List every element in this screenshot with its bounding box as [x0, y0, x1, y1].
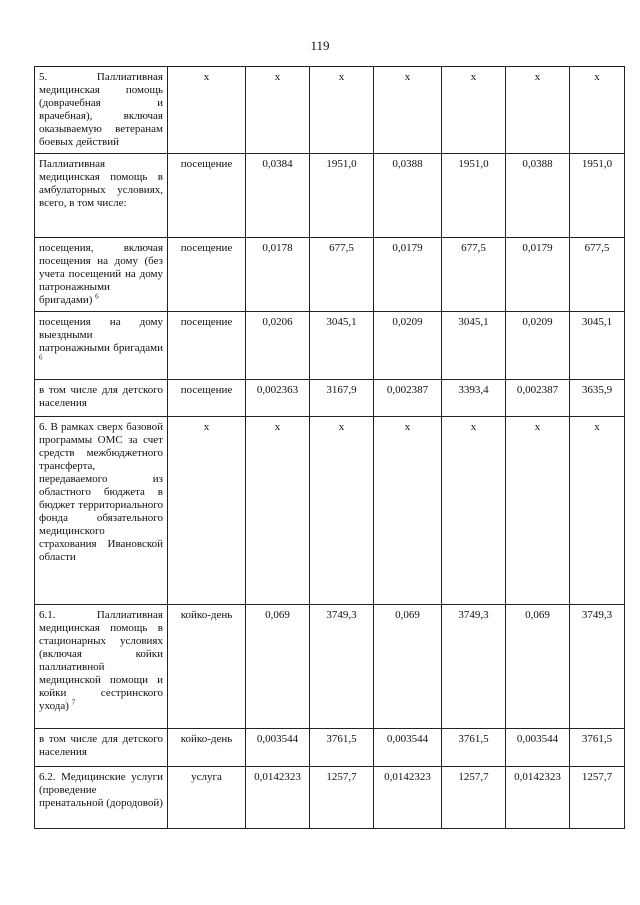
table-row [35, 417, 625, 605]
value-cell: 3749,3 [442, 605, 506, 729]
value-cell: 3749,3 [310, 605, 374, 729]
unit-cell: посещение [168, 312, 246, 380]
table-row [35, 67, 625, 154]
value-cell: 3045,1 [442, 312, 506, 380]
value-cell: 3761,5 [310, 729, 374, 767]
unit-cell: койко-день [168, 605, 246, 729]
value-cell: 0,0388 [374, 154, 442, 238]
row-label: 5. Паллиативная медицинская помощь (доврачебная и врачебная), включая оказываемую ветеранам боевых действий [35, 67, 168, 154]
value-cell: 1951,0 [310, 154, 374, 238]
value-cell: 3635,9 [570, 380, 625, 417]
value-cell: х [246, 417, 310, 605]
row-label: в том числе для детского населения [35, 729, 168, 767]
value-cell: 0,069 [246, 605, 310, 729]
value-cell: 3749,3 [570, 605, 625, 729]
value-cell: 3761,5 [570, 729, 625, 767]
value-cell: 0,0142323 [506, 767, 570, 829]
row-label: в том числе для детского населения [35, 380, 168, 417]
norms-table [34, 66, 625, 829]
value-cell: 0,0179 [506, 238, 570, 312]
value-cell: 0,0388 [506, 154, 570, 238]
table-row [35, 312, 625, 380]
value-cell: 0,003544 [374, 729, 442, 767]
value-cell: х [506, 67, 570, 154]
value-cell: 0,0179 [374, 238, 442, 312]
value-cell: х [570, 417, 625, 605]
table-row [35, 238, 625, 312]
value-cell: 677,5 [570, 238, 625, 312]
unit-cell: посещение [168, 380, 246, 417]
value-cell: 0,0142323 [246, 767, 310, 829]
value-cell: х [570, 67, 625, 154]
row-label: 6.1. Паллиативная медицинская помощь в стационарных условиях (включая койки паллиативной медицинской помощи и койки сестринского ухода) $^7$ [35, 605, 168, 729]
value-cell: х [246, 67, 310, 154]
value-cell: 0,002387 [506, 380, 570, 417]
value-cell: 0,0209 [374, 312, 442, 380]
value-cell: х [374, 67, 442, 154]
value-cell: х [310, 417, 374, 605]
row-label: посещения на дому выездными патронажными бригадами $^6$ [35, 312, 168, 380]
value-cell: 0,0178 [246, 238, 310, 312]
value-cell: 1257,7 [442, 767, 506, 829]
unit-cell: х [168, 67, 246, 154]
value-cell: 3045,1 [570, 312, 625, 380]
row-label: 6. В рамках сверх базовой программы ОМС за счет средств межбюджетного трансферта, передаваемого из областного бюджета в бюджет территориального фонда обязательного медицинского страхования Ивановской области [35, 417, 168, 605]
unit-cell: посещение [168, 154, 246, 238]
row-label: посещения, включая посещения на дому (без учета посещений на дому патронажными бригадами) $^6$ [35, 238, 168, 312]
unit-cell: х [168, 417, 246, 605]
row-label: 6.2. Медицинские услуги (проведение пренатальной (дородовой) [35, 767, 168, 829]
value-cell: 1257,7 [310, 767, 374, 829]
value-cell: 0,0206 [246, 312, 310, 380]
value-cell: х [506, 417, 570, 605]
value-cell: х [442, 67, 506, 154]
value-cell: 0,0142323 [374, 767, 442, 829]
table-row [35, 729, 625, 767]
unit-cell: услуга [168, 767, 246, 829]
footnote-ref: 7 [71, 698, 76, 707]
value-cell: 0,002363 [246, 380, 310, 417]
value-cell: 0,069 [374, 605, 442, 729]
value-cell: 3761,5 [442, 729, 506, 767]
value-cell: 0,069 [506, 605, 570, 729]
table-row [35, 605, 625, 729]
value-cell: 0,0209 [506, 312, 570, 380]
page-number: 119 [310, 38, 330, 53]
value-cell: 3045,1 [310, 312, 374, 380]
value-cell: 0,003544 [506, 729, 570, 767]
value-cell: х [310, 67, 374, 154]
value-cell: 3393,4 [442, 380, 506, 417]
value-cell: 0,003544 [246, 729, 310, 767]
unit-cell: койко-день [168, 729, 246, 767]
value-cell: 677,5 [442, 238, 506, 312]
value-cell: 0,0384 [246, 154, 310, 238]
value-cell: 1951,0 [442, 154, 506, 238]
table-row [35, 767, 625, 829]
row-label: Паллиативная медицинская помощь в амбулаторных условиях, всего, в том числе: [35, 154, 168, 238]
table-row [35, 154, 625, 238]
unit-cell: посещение [168, 238, 246, 312]
value-cell: 0,002387 [374, 380, 442, 417]
value-cell: 1951,0 [570, 154, 625, 238]
value-cell: 3167,9 [310, 380, 374, 417]
footnote-ref: 6 [39, 353, 43, 362]
value-cell: х [374, 417, 442, 605]
table-row [35, 380, 625, 417]
value-cell: 677,5 [310, 238, 374, 312]
value-cell: х [442, 417, 506, 605]
footnote-ref: 6 [95, 292, 99, 301]
value-cell: 1257,7 [570, 767, 625, 829]
